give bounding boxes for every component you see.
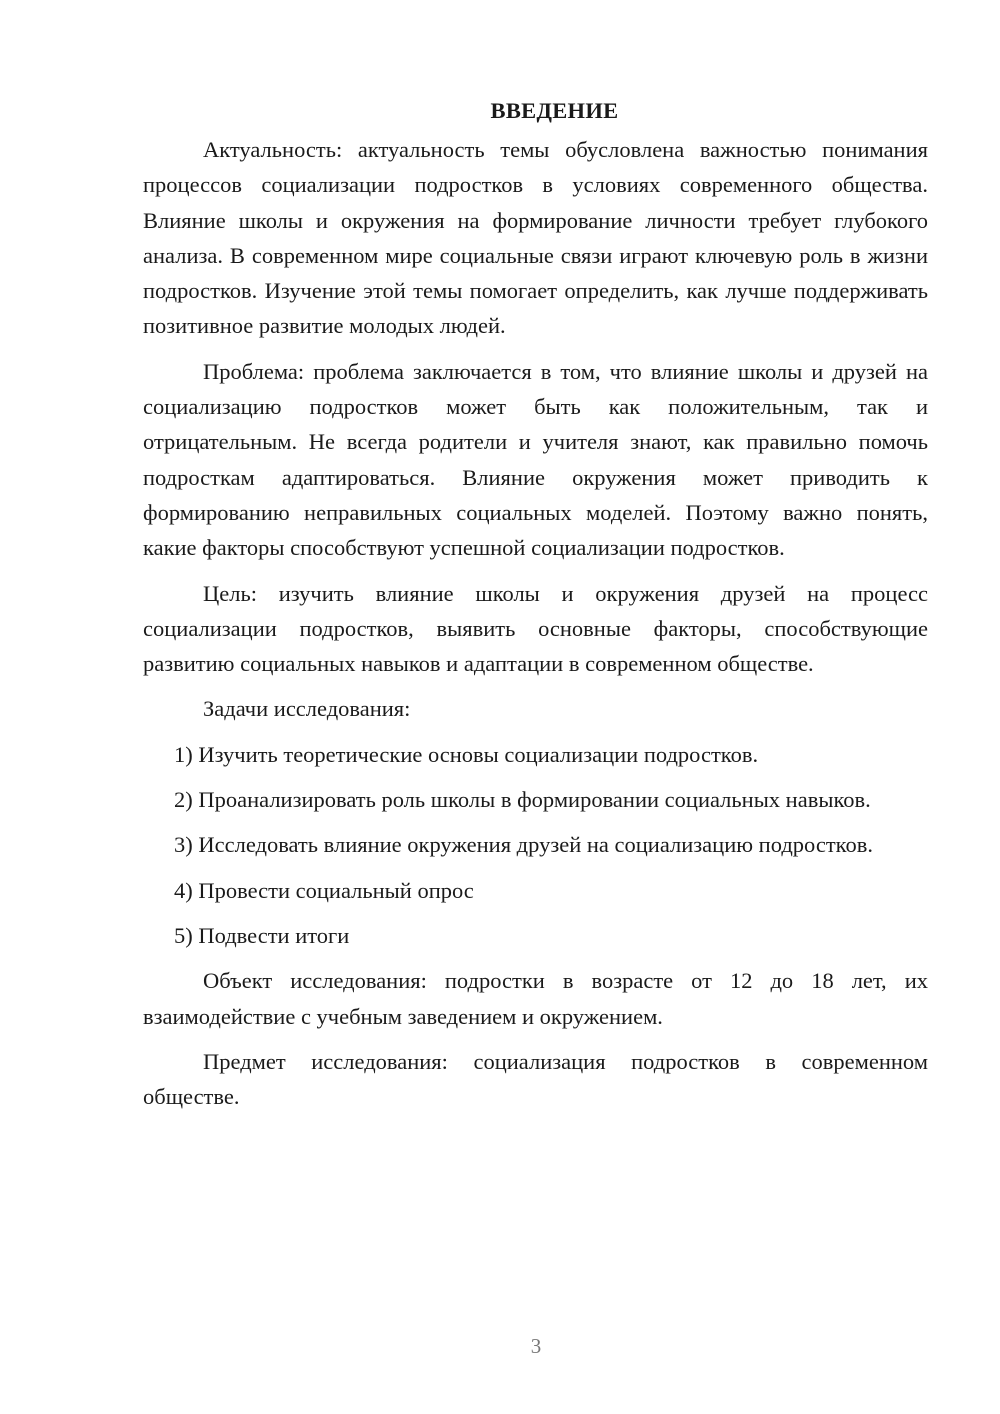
task-item-4: 4) Провести социальный опрос (174, 877, 474, 903)
task-item-5: 5) Подвести итоги (174, 922, 350, 948)
task-item-3: 3) Исследовать влияние окружения друзей на социализацию подростков. (174, 832, 873, 858)
task-item-2: 2) Проанализировать роль школы в формировании социальных навыков. (174, 787, 871, 813)
goal-paragraph: Цель: изучить влияние школы и окружения друзей на процесс социализации подростков, выявить основные факторы, способствующие развитию социальных навыков и адаптации в современном обществе. (143, 580, 928, 677)
object-paragraph: Объект исследования: подростки в возрасте от 12 до 18 лет, их взаимодействие с учебным заведением и окружением. (143, 968, 928, 1029)
page-title: ВВЕДЕНИЕ (490, 98, 619, 123)
page-content (143, 96, 928, 1124)
subject-paragraph: Предмет исследования: социализация подростков в современном обществе. (143, 1048, 928, 1110)
relevance-paragraph: Актуальность: актуальность темы обусловлена важностью понимания процессов социализации подростков в условиях современного общества. Влияние школы и окружения на формирование личности требует глубокого анализа. В современном мире социальные связи играют ключевую роль в жизни подростков. Изучение этой темы помогает определить, как лучше поддерживать позитивное развитие молодых людей. (143, 137, 928, 339)
problem-paragraph: Проблема: проблема заключается в том, что влияние школы и друзей на социализацию подростков может быть как положительным, так и отрицательным. Не всегда родители и учителя знают, как правильно помочь подросткам адаптироваться. Влияние окружения может приводить к формированию неправильных социальных моделей. Поэтому важно понять, какие факторы способствуют успешной социализации подростков. (143, 358, 928, 561)
task-item-1: 1) Изучить теоретические основы социализации подростков. (174, 741, 759, 767)
page-number: 3 (530, 1334, 542, 1358)
tasks-heading: Задачи исследования: (203, 696, 411, 722)
